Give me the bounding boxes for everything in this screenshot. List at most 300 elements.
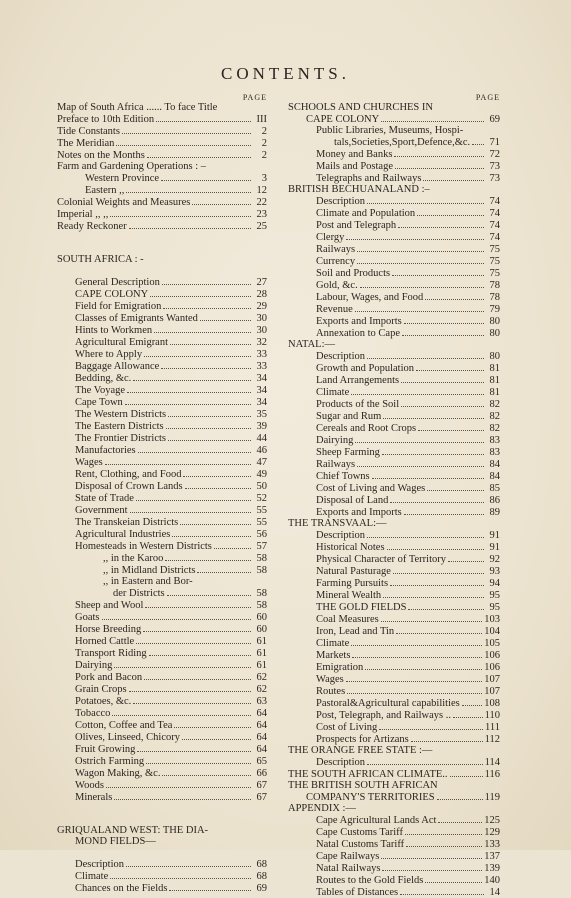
toc-entry-title: Chief Towns	[316, 471, 370, 482]
toc-entry-page: 133	[484, 839, 500, 850]
dot-leader	[114, 791, 251, 800]
dot-leader	[404, 315, 484, 324]
dot-leader	[144, 671, 251, 680]
toc-entry-page: 86	[489, 495, 500, 506]
dot-leader	[168, 408, 251, 417]
toc-entry-title: Pork and Bacon	[75, 672, 143, 683]
toc-entry	[288, 195, 500, 207]
toc-entry-title: Exports and Imports	[316, 316, 402, 327]
dot-leader	[174, 719, 251, 728]
toc-entry	[288, 219, 500, 231]
toc-entry-title: Bedding, &c.	[75, 373, 132, 384]
dot-leader	[163, 300, 251, 309]
toc-entry	[288, 470, 500, 482]
toc-entry	[57, 540, 267, 552]
toc-entry	[57, 113, 267, 125]
toc-entry-page: 67	[256, 780, 267, 791]
toc-entry	[57, 516, 267, 528]
dot-leader	[438, 814, 482, 823]
toc-entry	[288, 518, 500, 529]
toc-entry-title: Climate and Population	[316, 208, 416, 219]
toc-entry-page: 106	[484, 662, 500, 673]
toc-entry	[288, 410, 500, 422]
dot-leader	[161, 172, 251, 181]
toc-entry	[57, 220, 267, 232]
toc-entry-title: SOUTH AFRICA : -	[57, 254, 144, 265]
toc-entry	[288, 315, 500, 327]
toc-entry-title: Money and Banks	[316, 149, 393, 160]
toc-entry-page: 81	[489, 375, 500, 386]
toc-entry	[57, 825, 267, 836]
toc-entry	[288, 814, 500, 826]
toc-entry	[57, 396, 267, 408]
toc-entry-title: Description	[316, 351, 365, 362]
toc-entry-title: NATAL:—	[288, 339, 335, 350]
dot-leader	[125, 396, 251, 405]
dot-leader	[360, 279, 484, 288]
toc-entry-page: 28	[256, 289, 267, 300]
toc-entry-page: 50	[256, 481, 267, 492]
right-entry-list	[288, 94, 500, 898]
dot-leader	[162, 767, 251, 776]
dot-leader	[352, 649, 482, 658]
toc-entry	[288, 649, 500, 661]
toc-entry-page: 71	[489, 137, 500, 148]
dot-leader	[180, 516, 251, 525]
toc-entry-title: Preface to 10th Edition	[57, 114, 155, 125]
toc-entry-page: 72	[489, 149, 500, 160]
toc-entry-page: 119	[484, 792, 500, 803]
toc-entry-title: Routes to the Gold Fields	[316, 875, 424, 886]
toc-entry-title: Horse Breeding	[75, 624, 142, 635]
toc-entry-title: Soil and Products	[316, 268, 391, 279]
dot-leader	[143, 623, 251, 632]
toc-entry	[57, 468, 267, 480]
toc-entry-title: Cape Town	[75, 397, 123, 408]
toc-entry-title: ,, in Midland Districts	[103, 565, 196, 576]
toc-entry	[288, 113, 500, 125]
toc-entry	[288, 697, 500, 709]
toc-entry	[288, 398, 500, 410]
dot-leader	[357, 255, 484, 264]
toc-entry-title: Mineral Wealth	[316, 590, 382, 601]
toc-entry-title: Cotton, Coffee and Tea	[75, 720, 173, 731]
toc-entry-title: General Description	[75, 277, 160, 288]
toc-entry	[57, 858, 267, 870]
toc-entry-title: Where to Apply	[75, 349, 143, 360]
toc-entry-page: 68	[256, 871, 267, 882]
dot-leader	[381, 850, 482, 859]
dot-leader	[129, 220, 251, 229]
toc-entry	[288, 255, 500, 267]
toc-entry-page: 137	[484, 851, 500, 862]
toc-entry-title: Map of South Africa ...... To face Title	[57, 102, 218, 113]
toc-entry-page: 22	[256, 197, 267, 208]
toc-entry	[288, 102, 500, 113]
toc-entry-page: 114	[484, 757, 500, 768]
toc-entry	[57, 683, 267, 695]
toc-entry	[57, 254, 267, 265]
toc-entry-title: THE GOLD FIELDS	[316, 602, 407, 613]
toc-entry	[57, 707, 267, 719]
toc-entry-page: 93	[489, 566, 500, 577]
toc-entry-page: 75	[489, 256, 500, 267]
toc-entry-page: 64	[256, 732, 267, 743]
page-column-header: PAGE	[475, 93, 500, 102]
dot-leader	[437, 791, 483, 800]
dot-leader	[367, 529, 484, 538]
toc-entry-page: 33	[256, 349, 267, 360]
toc-entry	[57, 870, 267, 882]
toc-entry	[57, 480, 267, 492]
toc-entry-title: Railways	[316, 459, 356, 470]
dot-leader	[351, 386, 484, 395]
toc-entry-title: Goats	[75, 612, 100, 623]
toc-entry-title: The Frontier Districts	[75, 433, 166, 444]
toc-entry-title: The Voyage	[75, 385, 126, 396]
dot-leader	[367, 756, 483, 765]
toc-entry-page: 63	[256, 696, 267, 707]
dot-leader	[400, 886, 484, 895]
page-column-header: PAGE	[242, 93, 267, 102]
dot-leader	[381, 613, 483, 622]
dot-leader	[156, 113, 251, 122]
toc-entry-page: 27	[256, 277, 267, 288]
dot-leader	[395, 160, 484, 169]
toc-entry-page: 23	[256, 209, 267, 220]
toc-entry-title: Routes	[316, 686, 346, 697]
toc-entry	[288, 565, 500, 577]
toc-entry-page: 62	[256, 684, 267, 695]
toc-entry-page: 74	[489, 220, 500, 231]
toc-entry	[288, 446, 500, 458]
toc-entry	[288, 374, 500, 386]
toc-entry-title: MOND FIELDS—	[75, 836, 156, 847]
toc-entry-page: 62	[256, 672, 267, 683]
toc-entry	[57, 288, 267, 300]
dot-leader	[453, 709, 483, 718]
toc-entry-page: 34	[256, 373, 267, 384]
dot-leader	[130, 504, 252, 513]
toc-entry	[288, 637, 500, 649]
toc-entry-title: Natal Customs Tariff	[316, 839, 405, 850]
toc-entry	[57, 791, 267, 803]
dot-leader	[351, 637, 482, 646]
toc-entry-page: 14	[489, 887, 500, 898]
toc-entry-title: Wages	[316, 674, 344, 685]
dot-leader	[145, 599, 251, 608]
toc-entry-title: The Meridian	[57, 138, 115, 149]
toc-entry	[288, 850, 500, 862]
toc-entry	[57, 161, 267, 172]
toc-entry-title: Olives, Linseed, Chicory	[75, 732, 180, 743]
toc-entry-page: 67	[256, 792, 267, 803]
toc-entry-title: Gold, &c.	[316, 280, 358, 291]
toc-entry-title: Cereals and Root Crops	[316, 423, 417, 434]
toc-entry-page: 74	[489, 196, 500, 207]
toc-entry	[288, 685, 500, 697]
left-entry-list	[57, 102, 267, 894]
dot-leader	[149, 647, 251, 656]
toc-entry-page: 75	[489, 268, 500, 279]
toc-entry-title: Cost of Living and Wages	[316, 483, 426, 494]
toc-entry-title: Cape Railways	[316, 851, 380, 862]
toc-entry-title: Annexation to Cape	[316, 328, 400, 339]
toc-entry-title: Manufactories	[75, 445, 136, 456]
toc-entry-page: 58	[256, 553, 267, 564]
toc-entry	[288, 721, 500, 733]
toc-entry-page: 111	[485, 722, 500, 733]
toc-entry	[288, 625, 500, 637]
toc-entry-page: 82	[489, 411, 500, 422]
toc-entry	[57, 456, 267, 468]
toc-entry	[57, 731, 267, 743]
dot-leader	[347, 685, 482, 694]
toc-entry	[57, 300, 267, 312]
toc-entry	[57, 779, 267, 791]
toc-entry	[288, 529, 500, 541]
toc-entry	[57, 659, 267, 671]
dot-leader	[197, 564, 251, 573]
dot-leader	[126, 184, 251, 193]
toc-entry-title: Baggage Allowance	[75, 361, 160, 372]
toc-entry	[288, 673, 500, 685]
toc-entry-page: 80	[489, 316, 500, 327]
toc-entry-page: 82	[489, 423, 500, 434]
toc-entry-page: 3	[261, 173, 267, 184]
toc-entry-page: 83	[489, 435, 500, 446]
toc-entry	[288, 125, 500, 136]
toc-entry-title: The Eastern Districts	[75, 421, 164, 432]
toc-entry-page: 61	[256, 648, 267, 659]
toc-entry-title: Products of the Soil	[316, 399, 400, 410]
toc-entry-page: 84	[489, 471, 500, 482]
dot-leader	[396, 625, 482, 634]
toc-entry-page: 80	[489, 351, 500, 362]
dot-leader	[381, 113, 484, 122]
dot-leader	[185, 480, 251, 489]
toc-entry-title: Classes of Emigrants Wanted	[75, 313, 198, 324]
toc-entry-page: 30	[256, 325, 267, 336]
toc-entry	[288, 874, 500, 886]
toc-entry-title: Tide Constants	[57, 126, 120, 137]
toc-entry-title: Agricultural Emigrant	[75, 337, 169, 348]
toc-entry-page: 12	[256, 185, 267, 196]
dot-leader	[418, 422, 484, 431]
toc-entry-title: der Districts	[113, 588, 165, 599]
toc-entry	[288, 494, 500, 506]
toc-entry	[288, 362, 500, 374]
toc-entry-title: Labour, Wages, and Food	[316, 292, 424, 303]
toc-entry	[57, 623, 267, 635]
toc-entry	[288, 482, 500, 494]
toc-entry-title: ,, in Eastern and Bor-	[103, 576, 193, 587]
toc-entry-title: Colonial Weights and Measures	[57, 197, 191, 208]
toc-entry-page: 83	[489, 447, 500, 458]
toc-entry	[57, 137, 267, 149]
toc-entry-page: 69	[256, 883, 267, 894]
toc-entry-page: 107	[484, 686, 500, 697]
toc-entry-title: Horned Cattle	[75, 636, 135, 647]
toc-entry	[288, 184, 500, 195]
toc-entry	[57, 671, 267, 683]
toc-entry-title: Public Libraries, Museums, Hospi-	[316, 125, 464, 136]
toc-entry-page: 2	[261, 126, 267, 137]
dot-leader	[387, 541, 484, 550]
spacer	[57, 847, 267, 858]
dot-leader	[367, 195, 484, 204]
toc-entry-title: Cape Customs Tariff	[316, 827, 403, 838]
dot-leader	[129, 683, 251, 692]
toc-entry-title: Chances on the Fields	[75, 883, 168, 894]
dot-leader	[448, 553, 484, 562]
toc-entry-title: Wages	[75, 457, 103, 468]
toc-entry-title: Potatoes, &c.	[75, 696, 132, 707]
toc-entry-title: Natural Pasturage	[316, 566, 391, 577]
toc-entry-title: Description	[75, 859, 124, 870]
dot-leader	[398, 219, 484, 228]
toc-entry-title: Transport Riding	[75, 648, 147, 659]
toc-entry-title: Emigration	[316, 662, 364, 673]
dot-leader	[379, 721, 483, 730]
dot-leader	[200, 312, 251, 321]
toc-entry-title: Natal Railways	[316, 863, 381, 874]
toc-entry-title: Prospects for Artizans	[316, 734, 409, 745]
toc-entry-page: 35	[256, 409, 267, 420]
toc-entry-title: COMPANY'S TERRITORIES	[306, 792, 435, 803]
dot-leader	[411, 733, 483, 742]
toc-entry-page: 56	[256, 529, 267, 540]
toc-entry-title: Rent, Clothing, and Food	[75, 469, 182, 480]
toc-entry	[57, 587, 267, 599]
toc-entry	[288, 160, 500, 172]
toc-entry-title: Sheep and Wool	[75, 600, 144, 611]
toc-entry-page: 73	[489, 161, 500, 172]
spacer	[57, 803, 267, 825]
dot-leader	[472, 136, 484, 145]
dot-leader	[355, 434, 484, 443]
toc-entry	[288, 231, 500, 243]
toc-entry-title: Historical Notes	[316, 542, 385, 553]
toc-entry-title: ,, in the Karoo	[103, 553, 164, 564]
toc-entry	[57, 420, 267, 432]
toc-entry-title: Homesteads in Western Districts	[75, 541, 212, 552]
toc-entry-title: Markets	[316, 650, 351, 661]
dot-leader	[346, 673, 483, 682]
toc-entry	[288, 136, 500, 148]
toc-entry-page: 78	[489, 280, 500, 291]
toc-entry-page: 49	[256, 469, 267, 480]
toc-entry-title: Tobacco	[75, 708, 111, 719]
toc-entry-title: Clergy	[316, 232, 345, 243]
toc-entry-title: Physical Character of Territory	[316, 554, 446, 565]
spacer	[57, 265, 267, 276]
dot-leader	[144, 348, 251, 357]
dot-leader	[182, 731, 251, 740]
toc-entry-title: Dairying	[75, 660, 113, 671]
toc-entry-title: State of Trade	[75, 493, 134, 504]
toc-entry-title: Telegraphs and Railways	[316, 173, 422, 184]
toc-entry	[57, 564, 267, 576]
toc-entry	[288, 267, 500, 279]
toc-entry	[288, 207, 500, 219]
toc-entry-page: 61	[256, 636, 267, 647]
toc-entry-title: tals,Societies,Sport,Defence,&c.	[334, 137, 471, 148]
toc-entry	[288, 756, 500, 768]
toc-entry	[57, 360, 267, 372]
toc-entry	[288, 886, 500, 898]
toc-entry-page: 44	[256, 433, 267, 444]
toc-entry-title: Farming Pursuits	[316, 578, 389, 589]
toc-entry-title: Tables of Distances	[316, 887, 399, 898]
toc-entry-title: Government	[75, 505, 128, 516]
toc-entry	[288, 172, 500, 184]
toc-entry-title: Currency	[316, 256, 356, 267]
dot-leader	[136, 492, 251, 501]
toc-entry	[57, 528, 267, 540]
dot-leader	[192, 196, 251, 205]
toc-entry	[288, 589, 500, 601]
toc-entry	[57, 719, 267, 731]
toc-entry-page: 2	[261, 150, 267, 161]
toc-entry	[57, 372, 267, 384]
toc-entry-page: 64	[256, 708, 267, 719]
toc-entry-title: SCHOOLS AND CHURCHES IN	[288, 102, 433, 113]
toc-entry-title: Pastoral&Agricultural capabilities	[316, 698, 460, 709]
toc-entry	[288, 243, 500, 255]
toc-entry-page: 29	[256, 301, 267, 312]
dot-leader	[390, 577, 484, 586]
toc-entry-page: 52	[256, 493, 267, 504]
toc-entry-title: Ostrich Farming	[75, 756, 145, 767]
dot-leader	[402, 327, 484, 336]
dot-leader	[427, 482, 484, 491]
toc-entry-page: 89	[489, 507, 500, 518]
toc-entry-page: 95	[489, 602, 500, 613]
dot-leader	[105, 456, 251, 465]
toc-entry-page: 68	[256, 859, 267, 870]
dot-leader	[150, 288, 251, 297]
toc-entry-page: 79	[489, 304, 500, 315]
dot-leader	[112, 707, 251, 716]
toc-entry	[57, 149, 267, 161]
toc-entry	[57, 196, 267, 208]
toc-entry-page: 85	[489, 483, 500, 494]
toc-entry-title: GRIQUALAND WEST: THE DIA-	[57, 825, 209, 836]
toc-entry	[288, 601, 500, 613]
toc-entry	[57, 432, 267, 444]
toc-entry-title: Post, Telegraph, and Railways ..	[316, 710, 451, 721]
dot-leader	[393, 565, 484, 574]
toc-entry-page: 91	[489, 530, 500, 541]
dot-leader	[462, 697, 483, 706]
toc-entry-title: Climate	[75, 871, 109, 882]
toc-entry	[57, 755, 267, 767]
toc-entry-title: Sugar and Rum	[316, 411, 382, 422]
toc-entry-title: Post and Telegraph	[316, 220, 397, 231]
dot-leader	[406, 838, 482, 847]
toc-entry-title: Exports and Imports	[316, 507, 402, 518]
toc-entry	[57, 384, 267, 396]
toc-entry-title: Disposal of Land	[316, 495, 389, 506]
dot-leader	[425, 874, 482, 883]
toc-entry	[288, 458, 500, 470]
toc-entry	[288, 780, 500, 791]
toc-entry	[57, 172, 267, 184]
dot-leader	[167, 587, 251, 596]
toc-entry-page: 106	[484, 650, 500, 661]
toc-entry-page: 60	[256, 612, 267, 623]
